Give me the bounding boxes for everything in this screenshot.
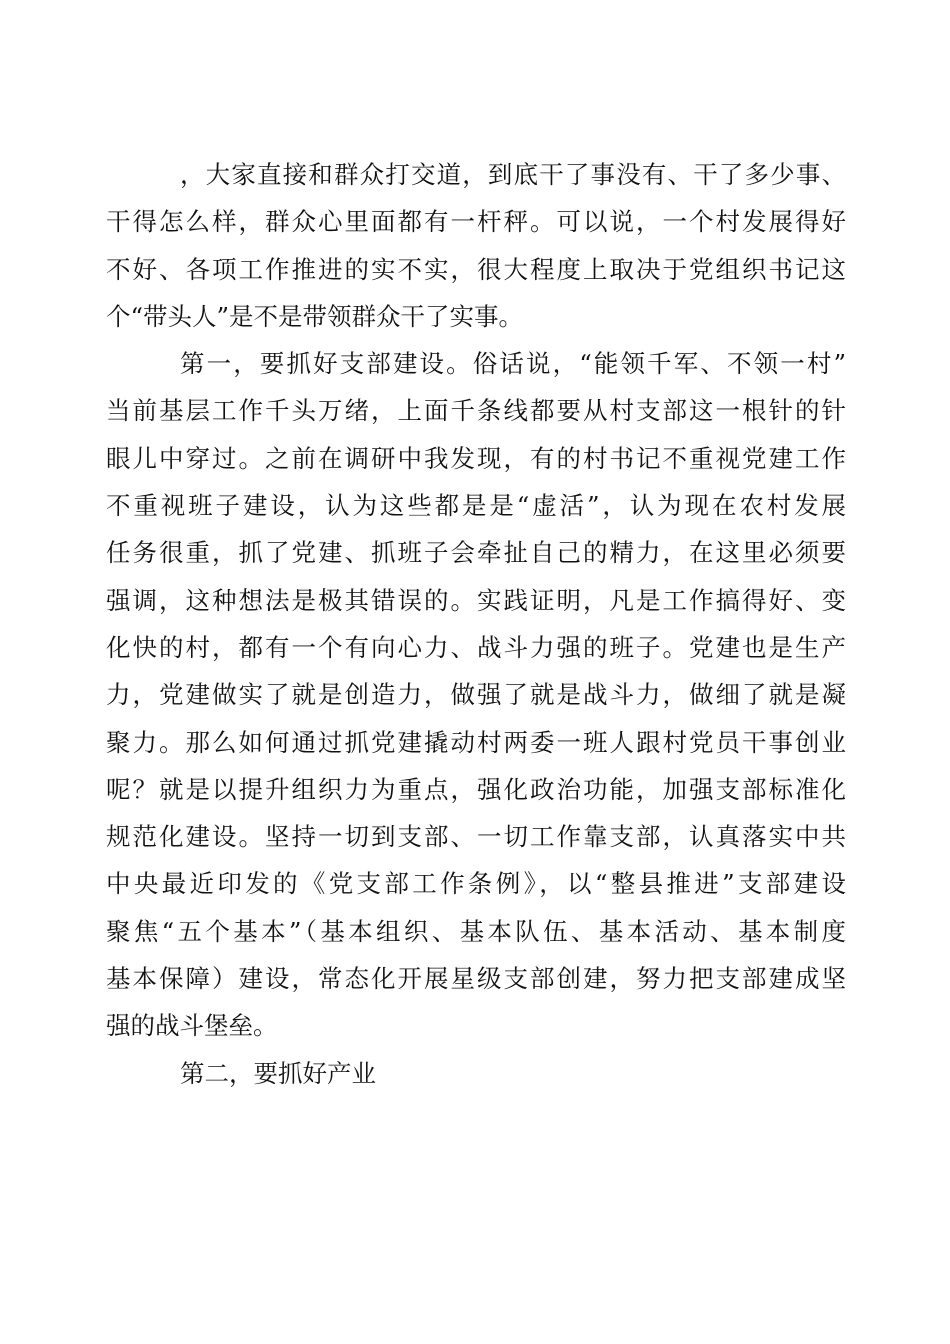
text-line: 不好、各项工作推进的实不实，很大程度上取决于党组织书记这 [106, 254, 846, 284]
text-line: 眼儿中穿过。之前在调研中我发现，有的村书记不重视党建工作 [106, 443, 846, 473]
text-line: ，大家直接和群众打交道，到底干了事没有、干了多少事、 [180, 160, 846, 189]
paragraph-2 [106, 340, 846, 1049]
text-line: 规范化建设。坚持一切到支部、一切工作靠支部，认真落实中共 [106, 822, 846, 852]
text-line: 力，党建做实了就是创造力，做强了就是战斗力，做细了就是凝 [106, 680, 846, 710]
text-line: 聚力。那么如何通过抓党建撬动村两委一班人跟村党员干事创业 [106, 727, 846, 757]
text-line: 聚焦“五个基本”（基本组织、基本队伍、基本活动、基本制度 [106, 916, 846, 946]
text-line: 干得怎么样，群众心里面都有一杆秤。可以说，一个村发展得好 [106, 207, 846, 237]
text-line: 中央最近印发的《党支部工作条例》，以“整县推进”支部建设 [106, 869, 846, 899]
text-line: 化快的村，都有一个有向心力、战斗力强的班子。党建也是生产 [106, 632, 846, 662]
text-line: 任务很重，抓了党建、抓班子会牵扯自己的精力，在这里必须要 [106, 538, 846, 568]
text-line: 强调，这种想法是极其错误的。实践证明，凡是工作搞得好、变 [106, 585, 846, 615]
text-line: 当前基层工作千头万绪，上面千条线都要从村支部这一根针的针 [106, 396, 846, 426]
document-body [106, 151, 846, 1097]
paragraph-3 [106, 1050, 846, 1097]
text-line: 强的战斗堡垒。 [106, 1011, 278, 1041]
text-line: 第一，要抓好支部建设。俗话说，“能领千军、不领一村” [180, 349, 846, 379]
text-line: 基本保障）建设，常态化开展星级支部创建，努力把支部建成坚 [106, 964, 846, 994]
text-line: 不重视班子建设，认为这些都是是“虚活”，认为现在农村发展 [106, 491, 846, 521]
text-line: 呢？就是以提升组织力为重点，强化政治功能，加强支部标准化 [106, 774, 846, 804]
text-line: 个“带头人”是不是带领群众干了实事。 [106, 301, 524, 331]
paragraph-1 [106, 151, 846, 340]
text-line: 第二，要抓好产业 [180, 1058, 376, 1088]
